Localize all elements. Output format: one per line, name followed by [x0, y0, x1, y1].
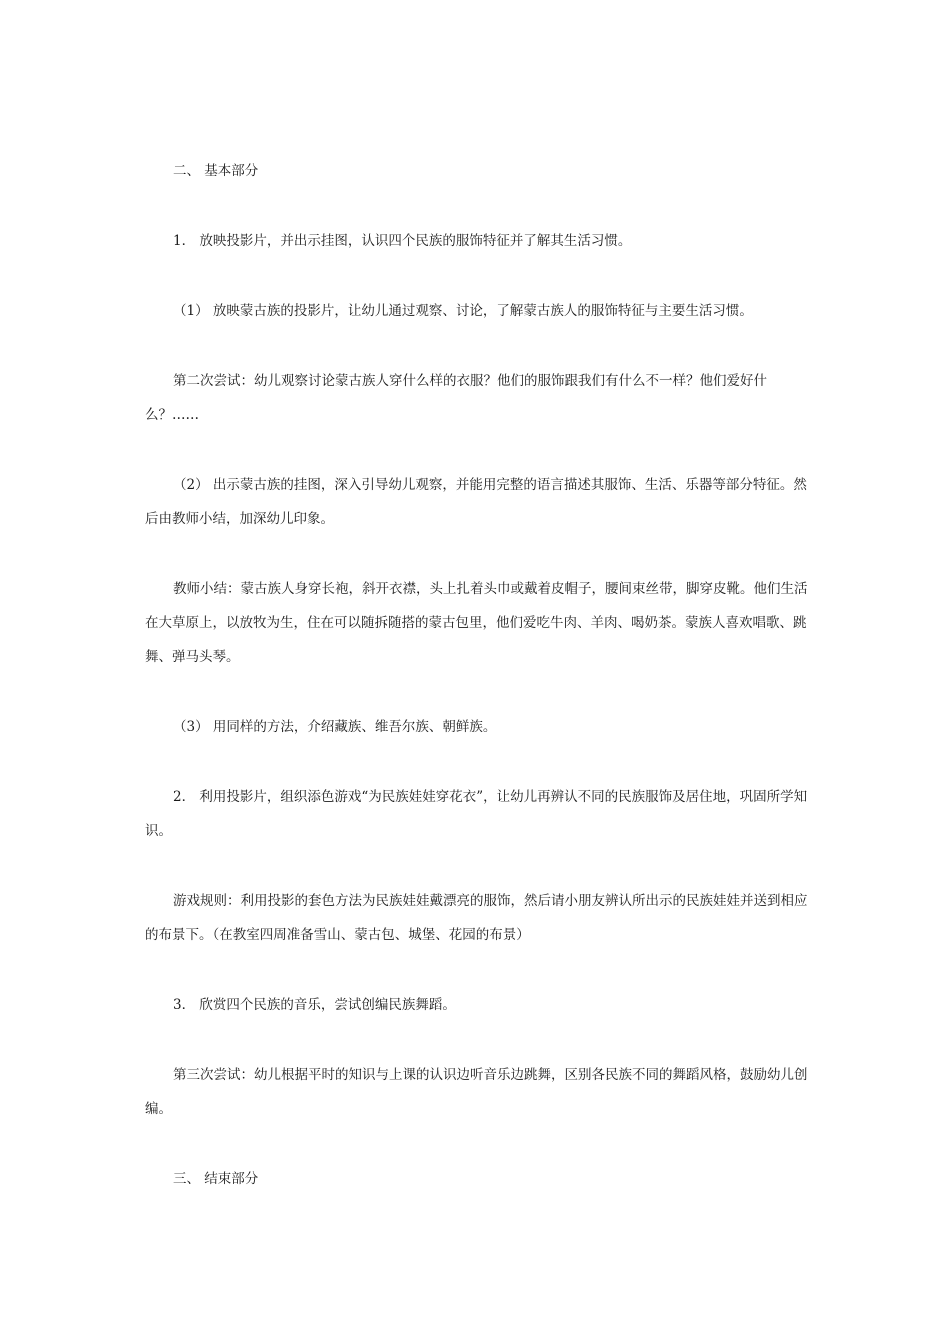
step-3: 3． 欣赏四个民族的音乐，尝试创编民族舞蹈。	[173, 997, 456, 1013]
teacher-summary-paragraph: 教师小结：蒙古族人身穿长袍，斜开衣襟，头上扎着头巾或戴着皮帽子，腰间束丝带，脚穿皮靴。他们生活在大草原上，以放牧为生，住在可以随拆随搭的蒙古包里，他们爱吃牛肉、羊肉、喝奶茶。蒙族人喜欢唱歌、跳舞、弹马头琴。	[145, 581, 808, 665]
substep-3: （3） 用同样的方法，介绍藏族、维吾尔族、朝鲜族。	[173, 719, 497, 735]
second-attempt-paragraph: 第二次尝试：幼儿观察讨论蒙古族人穿什么样的衣服？他们的服饰跟我们有什么不一样？他们爱好什么？……	[145, 373, 767, 423]
substep-2: （2） 出示蒙古族的挂图，深入引导幼儿观察，并能用完整的语言描述其服饰、生活、乐器等部分特征。然后由教师小结，加深幼儿印象。	[145, 477, 807, 527]
third-attempt-paragraph: 第三次尝试：幼儿根据平时的知识与上课的认识边听音乐边跳舞，区别各民族不同的舞蹈风格，鼓励幼儿创编。	[145, 1067, 808, 1117]
section-heading-ending: 三、 结束部分	[173, 1171, 259, 1187]
step-2: 2． 利用投影片，组织添色游戏“为民族娃娃穿花衣”，让幼儿再辨认不同的民族服饰及居住地，巩固所学知识。	[145, 789, 808, 839]
game-rules-paragraph: 游戏规则：利用投影的套色方法为民族娃娃戴漂亮的服饰，然后请小朋友辨认所出示的民族娃娃并送到相应的布景下。（在教室四周准备雪山、蒙古包、城堡、花园的布景）	[145, 893, 808, 943]
step-1: 1． 放映投影片，并出示挂图，认识四个民族的服饰特征并了解其生活习惯。	[173, 233, 632, 249]
section-heading-basic: 二、 基本部分	[173, 163, 259, 179]
substep-1: （1） 放映蒙古族的投影片，让幼儿通过观察、讨论，了解蒙古族人的服饰特征与主要生活习惯。	[173, 303, 753, 319]
